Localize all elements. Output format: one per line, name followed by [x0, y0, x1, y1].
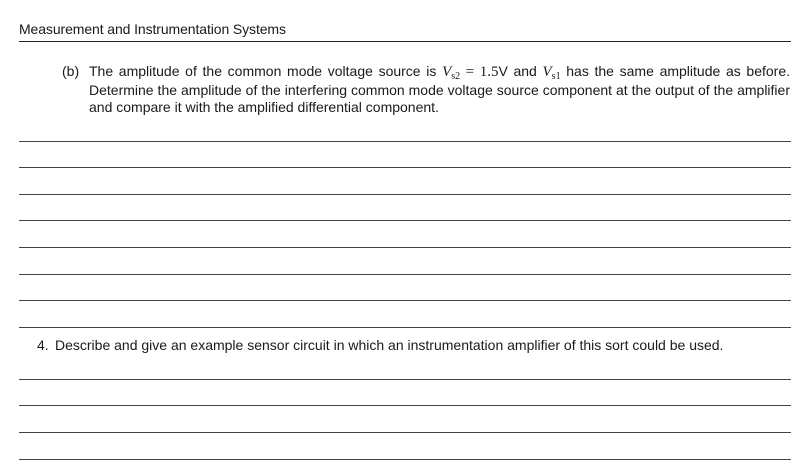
answer-line[interactable]: [19, 432, 791, 433]
page-title: Measurement and Instrumentation Systems: [19, 21, 286, 37]
answer-line[interactable]: [19, 379, 791, 380]
page-header: [19, 20, 791, 42]
math-value: 1.5: [479, 64, 499, 80]
answer-line[interactable]: [19, 167, 791, 168]
part-b-text-segment-2: V and: [498, 63, 543, 79]
math-vs1: [543, 64, 561, 80]
math-vs2-symbol: V: [442, 64, 452, 80]
answer-line[interactable]: [19, 300, 791, 301]
answer-line[interactable]: [19, 141, 791, 142]
part-b-text-segment-1: The amplitude of the common mode voltage source is: [89, 63, 443, 79]
math-equals: =: [460, 64, 480, 80]
math-vs1-subscript: s1: [551, 71, 561, 82]
part-label: (b): [62, 63, 80, 79]
math-vs2: [442, 64, 498, 80]
part-b-text: [89, 63, 790, 117]
question-part-b: [62, 63, 790, 117]
answer-line[interactable]: [19, 274, 791, 275]
answer-line[interactable]: [19, 247, 791, 248]
question-4-text: Describe and give an example sensor circuit in which an instrumentation amplifier of this sort could be used.: [55, 337, 724, 353]
answer-line[interactable]: [19, 459, 791, 460]
answer-line[interactable]: [19, 405, 791, 406]
answer-line[interactable]: [19, 220, 791, 221]
part-b-text-segment-3: has the same amplitude as before. Determine the amplitude of the interfering common mode voltage source component at the output of the amplifier and compare it with the amplified differential component.: [89, 63, 790, 115]
math-vs2-subscript: s2: [451, 71, 461, 82]
answer-line[interactable]: [19, 327, 791, 328]
question-4: [37, 336, 790, 354]
math-vs1-symbol: V: [542, 64, 552, 80]
question-number: 4.: [37, 337, 49, 353]
answer-line[interactable]: [19, 194, 791, 195]
